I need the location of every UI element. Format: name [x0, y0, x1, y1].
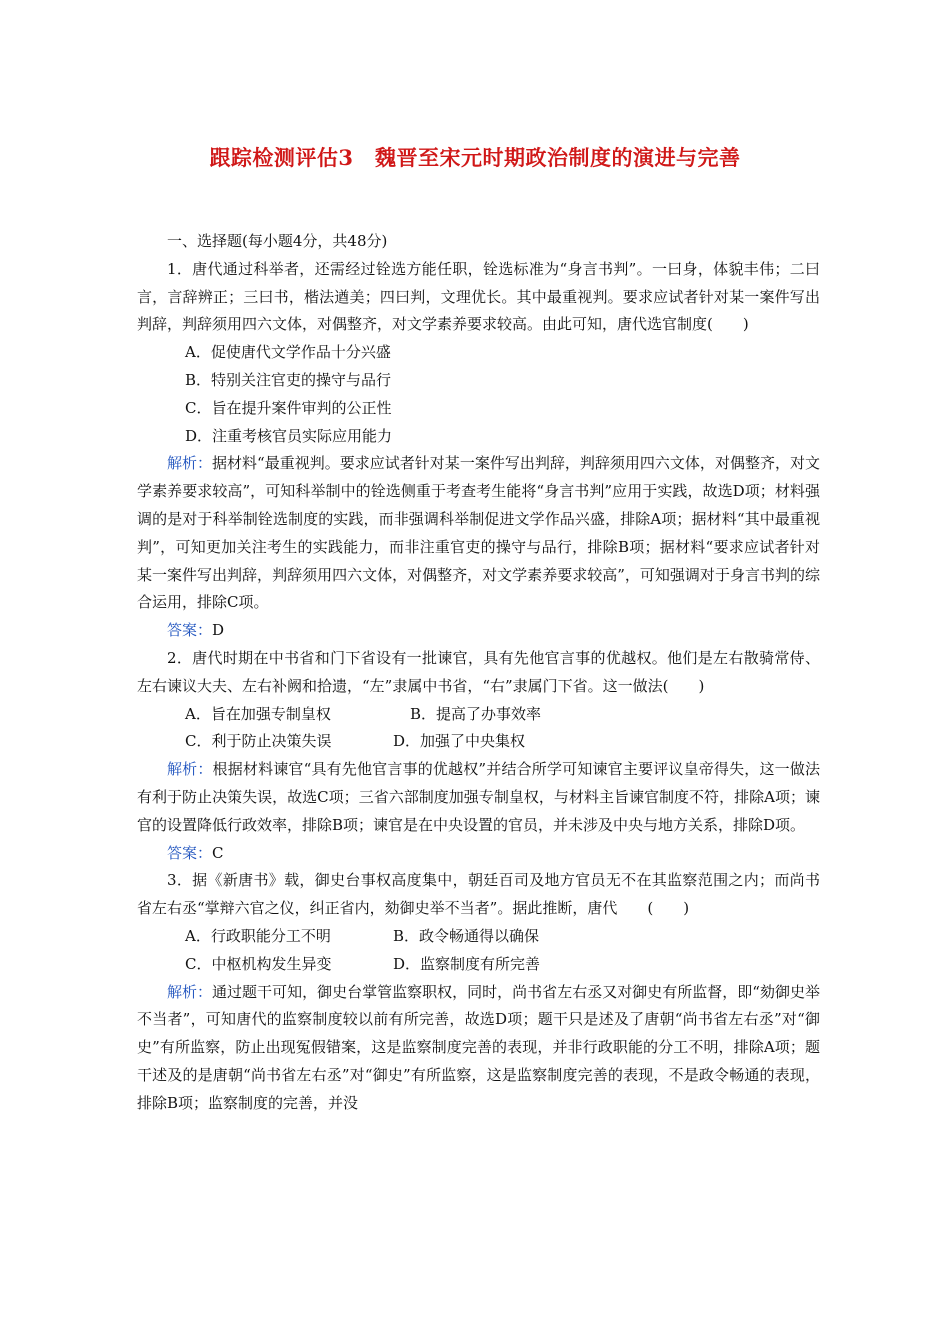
question-1-option-b: B．特别关注官吏的操守与品行 — [185, 370, 392, 389]
question-3-options-row-1 — [137, 923, 820, 951]
question-2-answer — [137, 840, 820, 868]
question-2-option-c: C．利于防止决策失误 — [185, 732, 332, 751]
analysis-label: 解析： — [167, 454, 213, 473]
question-3-analysis — [137, 979, 820, 1118]
question-1-option-a: A．促使唐代文学作品十分兴盛 — [185, 343, 391, 362]
answer-label: 答案： — [167, 621, 213, 640]
question-1-stem: 1．唐代通过科举者，还需经过铨选方能任职，铨选标准为“身言书判”。一曰身，体貌丰伟；二曰言，言辞辨正；三曰书，楷法遒美；四曰判，文理优长。其中最重视判。要求应试者针对某一案件写出判辞，判辞须用四六文体，对偶整齐，对文学素养要求较高。由此可知，唐代选官制度( ) — [137, 259, 820, 334]
question-2-options-row-1 — [137, 701, 820, 729]
question-2-option-a: A．旨在加强专制皇权 — [185, 704, 331, 723]
question-1-answer — [137, 617, 820, 645]
section-heading: 一、选择题(每小题4分，共48分) — [167, 232, 388, 250]
question-2-stem: 2．唐代时期在中书省和门下省设有一批谏官，具有先他官言事的优越权。他们是左右散骑常侍、左右谏议大夫、左右补阙和拾遗，“左”隶属中书省，“右”隶属门下省。这一做法( ) — [137, 648, 820, 695]
question-3-option-b: B．政令畅通得以确保 — [393, 926, 540, 945]
question-3-option-d: D．监察制度有所完善 — [393, 954, 541, 973]
question-2-analysis — [137, 756, 820, 839]
question-2-options-row-2 — [137, 728, 820, 756]
question-1-option-c: C．旨在提升案件审判的公正性 — [185, 398, 392, 417]
question-1-answer-value: D — [212, 621, 225, 640]
analysis-label: 解析： — [167, 760, 213, 779]
question-2-answer-value: C — [212, 843, 224, 862]
page-title: 跟踪检测评估3 魏晋至宋元时期政治制度的演进与完善 — [209, 145, 741, 170]
analysis-label: 解析： — [167, 982, 213, 1001]
question-2-option-d: D．加强了中央集权 — [393, 732, 526, 751]
question-3-option-c: C．中枢机构发生异变 — [185, 954, 332, 973]
question-1-analysis-text: 据材料“最重视判。要求应试者针对某一案件写出判辞，判辞须用四六文体，对偶整齐，对文学素养要求较高”，可知科举制中的铨选侧重于考查考生能将“身言书判”应用于实践，故选D项；材料强调的是对于科举制铨选制度的实践，而非强调科举制促进文学作品兴盛，排除A项；据材料“其中最重视判”，可知更加关注考生的实践能力，而非注重官吏的操守与品行，排除B项；据材料“要求应试者针对某一案件写出判辞，判辞须用四六文体，对偶整齐，对文学素养要求较高”，可知强调对于身言书判的综合运用，排除C项。 — [137, 454, 820, 612]
question-3-option-a: A．行政职能分工不明 — [185, 926, 331, 945]
question-3-analysis-text: 通过题干可知，御史台掌管监察职权，同时，尚书省左右丞又对御史有所监督，即“劾御史举不当者”，可知唐代的监察制度较以前有所完善，故选D项；题干只是述及了唐朝“尚书省左右丞”对“御史”有所监察，防止出现冤假错案，这是监察制度完善的表现，并非行政职能的分工不明，排除A项；题干述及的是唐朝“尚书省左右丞”对“御史”有所监察，这是监察制度完善的表现，不是政令畅通的表现，排除B项；监察制度的完善，并没 — [137, 982, 820, 1112]
question-1-option-d: D．注重考核官员实际应用能力 — [185, 426, 393, 445]
question-3-stem: 3．据《新唐书》载，御史台事权高度集中，朝廷百司及地方官员无不在其监察范围之内；而尚书省左右丞“掌辩六官之仪，纠正省内，劾御史举不当者”。据此推断，唐代 ( ) — [137, 871, 820, 918]
answer-label: 答案： — [167, 843, 213, 862]
question-2-option-b: B．提高了办事效率 — [410, 704, 542, 723]
question-2-analysis-text: 根据材料谏官“具有先他官言事的优越权”并结合所学可知谏官主要评议皇帝得失，这一做法有利于防止决策失误，故选C项；三省六部制度加强专制皇权，与材料主旨谏官制度不符，排除A项；谏官的设置降低行政效率，排除B项；谏官是在中央设置的官员，并未涉及中央与地方关系，排除D项。 — [137, 760, 820, 834]
document-body — [137, 228, 820, 1118]
question-3-options-row-2 — [137, 951, 820, 979]
question-1-analysis — [137, 450, 820, 617]
